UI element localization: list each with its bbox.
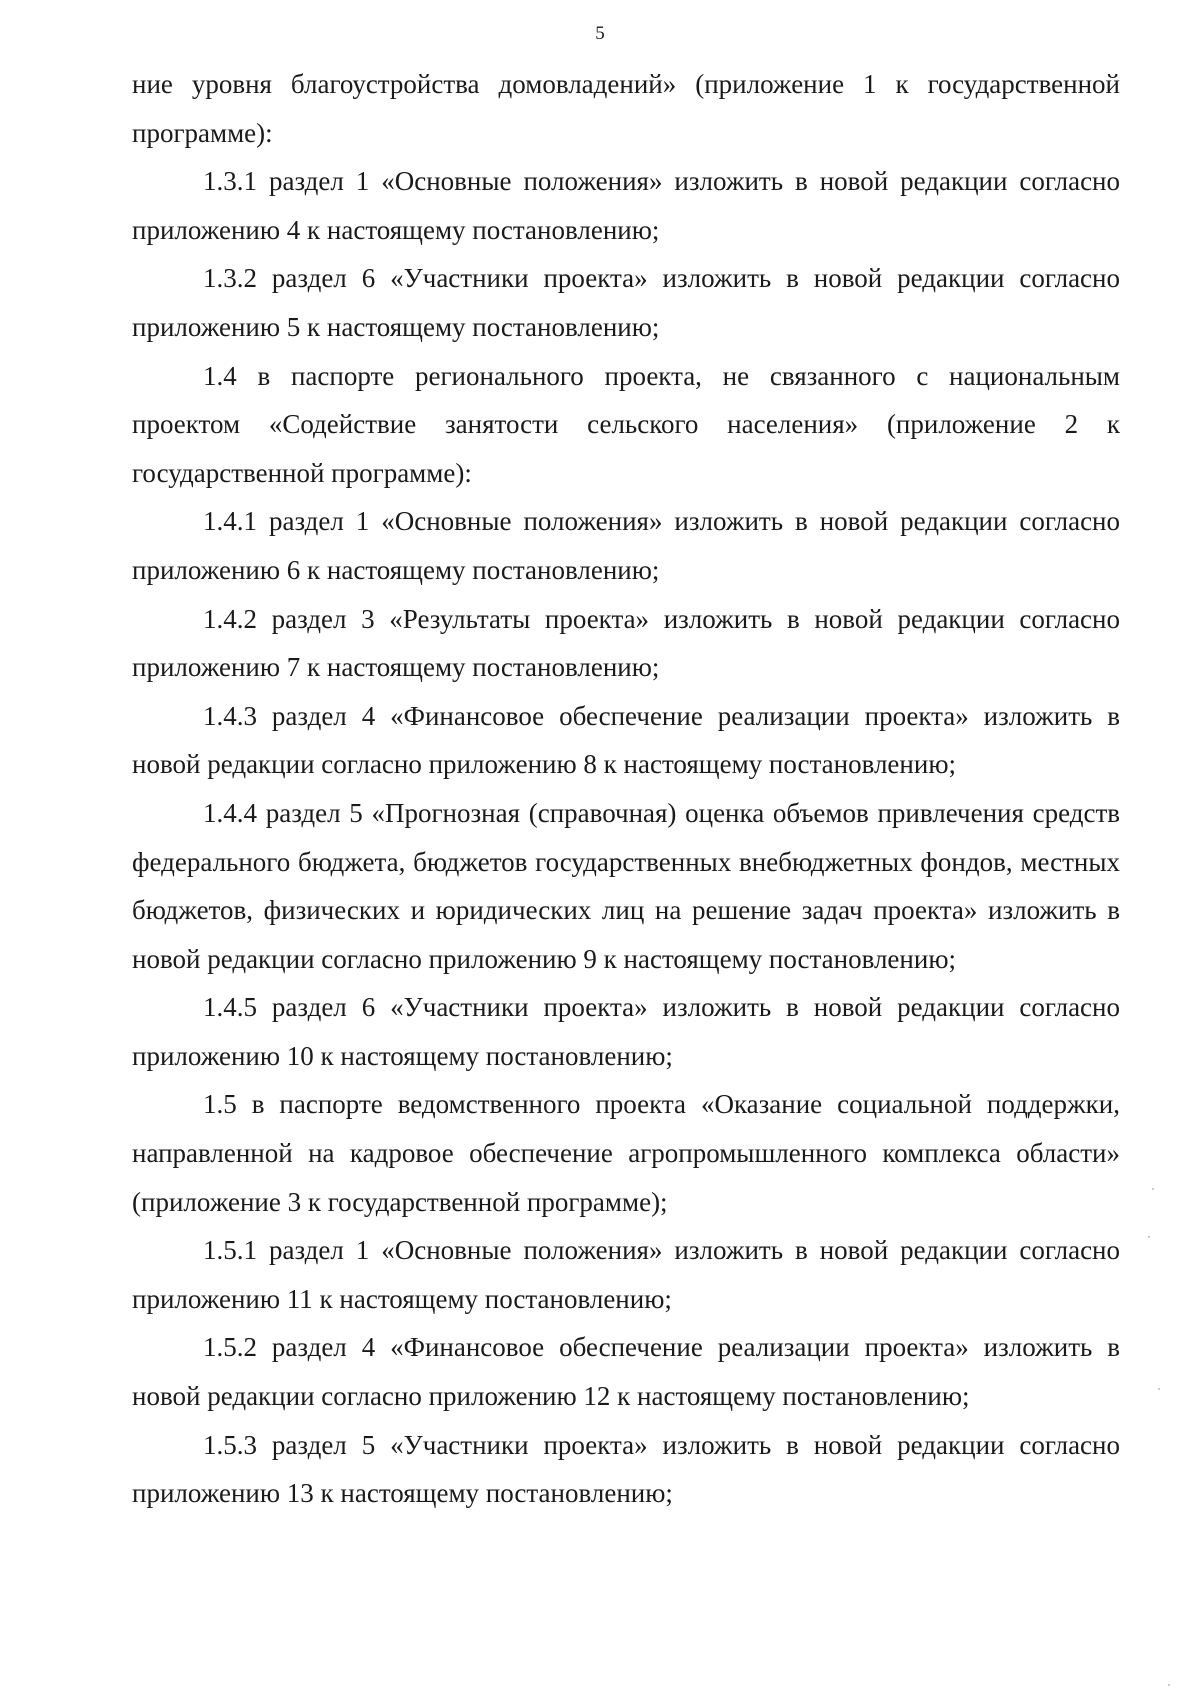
paragraph-item-1-4-2: 1.4.2 раздел 3 «Результаты проекта» изложить в новой редакции согласно приложению 7 к настоящему постановлению; xyxy=(132,603,1120,683)
paragraph-item-1-3-2: 1.3.2 раздел 6 «Участники проекта» изложить в новой редакции согласно приложению 5 к настоящему постановлению; xyxy=(132,263,1120,342)
paragraph-item-1-4-1: 1.4.1 раздел 1 «Основные положения» изложить в новой редакции согласно приложению 6 к настоящему постановлению; xyxy=(132,506,1120,585)
scan-artifact xyxy=(1152,1188,1154,1190)
paragraph-item-1-4-3: 1.4.3 раздел 4 «Финансовое обеспечение реализации проекта» изложить в новой редакции согласно приложению 8 к настоящему постановлению; xyxy=(132,700,1120,780)
paragraph-item-1-4-5: 1.4.5 раздел 6 «Участники проекта» изложить в новой редакции согласно приложению 10 к настоящему постановлению; xyxy=(132,992,1120,1071)
page-number: 5 xyxy=(595,23,605,44)
scan-artifact xyxy=(1148,1236,1150,1238)
document-body xyxy=(132,60,1120,1518)
paragraph-item-1-4-4: 1.4.4 раздел 5 «Прогнозная (справочная) оценка объемов привлечения средств федерального бюджета, бюджетов государственных внебюджетных фондов, местных бюджетов, физических и юридических лиц на решение задач проекта» изложить в новой редакции согласно приложению 9 к настоящему постановлению; xyxy=(132,797,1120,974)
scan-artifact xyxy=(1168,1684,1170,1686)
scan-artifact xyxy=(1158,1388,1160,1390)
paragraph-item-1-5-3: 1.5.3 раздел 5 «Участники проекта» изложить в новой редакции согласно приложению 13 к настоящему постановлению; xyxy=(132,1429,1120,1509)
paragraph-item-1-4: 1.4 в паспорте регионального проекта, не связанного с национальным проектом «Содействие занятости сельского населения» (приложение 2 к государственной программе): xyxy=(132,360,1120,488)
paragraph-item-1-5-2: 1.5.2 раздел 4 «Финансовое обеспечение реализации проекта» изложить в новой редакции согласно приложению 12 к настоящему постановлению; xyxy=(132,1332,1120,1412)
paragraph-continuation: ние уровня благоустройства домовладений» (приложение 1 к государственной программе): xyxy=(132,69,1120,148)
paragraph-item-1-5: 1.5 в паспорте ведомственного проекта «Оказание социальной поддержки, направленной на кадровое обеспечение агропромышленного комплекса области» (приложение 3 к государственной программе); xyxy=(132,1089,1120,1217)
paragraph-item-1-5-1: 1.5.1 раздел 1 «Основные положения» изложить в новой редакции согласно приложению 11 к настоящему постановлению; xyxy=(132,1235,1120,1314)
paragraph-item-1-3-1: 1.3.1 раздел 1 «Основные положения» изложить в новой редакции согласно приложению 4 к настоящему постановлению; xyxy=(132,166,1120,245)
